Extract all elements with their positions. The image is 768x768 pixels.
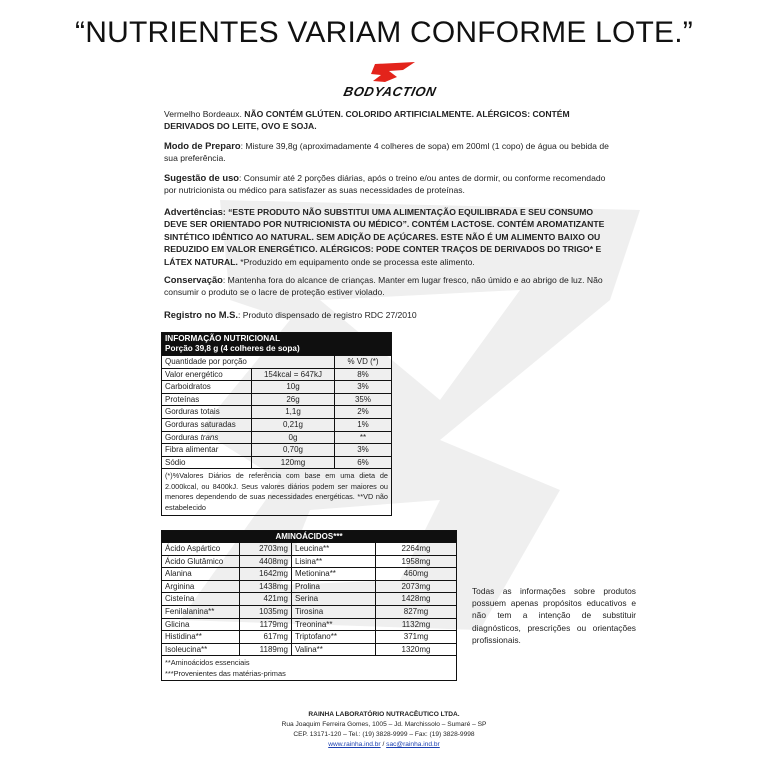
amino-name: Serina: [292, 593, 376, 605]
amino-footnotes: [162, 655, 456, 680]
table-row: [162, 643, 456, 656]
amino-acids-table: [161, 530, 457, 681]
amino-name: Cisteína: [162, 593, 240, 605]
amino-value: 1438mg: [240, 581, 292, 593]
amino-footnote-essential: **Aminoácidos essenciais: [165, 658, 250, 668]
nutrient-amount: 0,70g: [252, 444, 335, 456]
conservacao-text: : Mantenha fora do alcance de crianças. Manter em lugar fresco, não úmido e ao abrigo de luz. Não consumir o produto se o lacre de proteção estiver violado.: [164, 275, 603, 298]
registro-label: Registro no M.S.: [164, 309, 238, 320]
amino-value: 1179mg: [240, 619, 292, 631]
amino-footnote-source: ***Provenientes das matérias-primas: [165, 669, 286, 679]
disclaimer-note: Todas as informações sobre produtos possuem apenas propósitos educativos e não tem a intenção de substituir diagnósticos, prescrições ou orientações profissionais.: [472, 586, 636, 645]
amino-value: 1132mg: [401, 619, 431, 629]
intro-text: Vermelho Bordeaux.: [164, 109, 245, 119]
table-row: [162, 443, 391, 456]
table-row: [162, 618, 456, 631]
table-row: [162, 567, 456, 580]
amino-value: 4408mg: [240, 556, 292, 568]
table-row: [162, 592, 456, 605]
conservacao-paragraph: [164, 274, 612, 299]
nutrition-title: INFORMAÇÃO NUTRICIONAL: [165, 334, 281, 343]
nutrient-vd: 8%: [357, 369, 369, 379]
advertencias-warning: : “ESTE PRODUTO NÃO SUBSTITUI UMA ALIMENTAÇÃO EQUILIBRADA E SEU CONSUMO DEVE SER ORIENTADO POR NUTRICIONISTA OU MÉDICO”. CONTÉM LACTOSE. CONTÉM AROMATIZANTE SINTÉTICO IDÊNTICO AO NATURAL. SEM ADIÇÃO DE AÇÚCARES. ESTE NÃO É UM ALIMENTO BAIXO OU REDUZIDO EM VALOR ENERGÉTICO. ALÉRGICOS: PODE CONTER TRAÇOS DE DERIVADOS DO TRIGO* E LÁTEX NATURAL.: [164, 207, 605, 267]
amino-value: 2073mg: [401, 581, 431, 591]
table-row: [162, 431, 391, 444]
table-row: [162, 555, 456, 568]
sugestao-label: Sugestão de uso: [164, 172, 240, 183]
amino-name: Ácido Aspártico: [162, 543, 240, 555]
amino-value: 1035mg: [240, 606, 292, 618]
sugestao-paragraph: [164, 172, 612, 197]
intro-paragraph: [164, 108, 612, 133]
table-row: [162, 380, 391, 393]
table-row: [162, 393, 391, 406]
amino-value: 1189mg: [240, 644, 292, 656]
nutrition-portion: Porção 39,8 g (4 colheres de sopa): [165, 344, 300, 353]
amino-title: AMINOÁCIDOS***: [162, 531, 456, 542]
nutrient-name: Gorduras saturadas: [162, 419, 252, 431]
amino-value: 460mg: [403, 569, 429, 579]
amino-name: Fenilalanina**: [162, 606, 240, 618]
nutrient-name: Sódio: [162, 457, 252, 469]
amino-name: Tirosina: [292, 606, 376, 618]
footer: [0, 710, 768, 750]
nutrient-vd: 3%: [357, 445, 369, 455]
table-row: [162, 368, 391, 381]
amino-value: 1428mg: [401, 594, 431, 604]
table-row: [162, 405, 391, 418]
amino-value: 2264mg: [401, 544, 431, 553]
amino-name: Alanina: [162, 568, 240, 580]
nutrient-vd: 35%: [354, 394, 371, 404]
advertencias-paragraph: [164, 206, 612, 268]
amino-name: Lisina**: [292, 556, 376, 568]
nutrient-amount: 1,1g: [252, 406, 335, 418]
table-row: [162, 580, 456, 593]
table-row: [162, 630, 456, 643]
nutrient-name: Valor energético: [162, 369, 252, 381]
footer-address: Rua Joaquim Ferreira Gomes, 1005 – Jd. Marchissolo – Sumaré – SP: [281, 721, 487, 728]
footer-contact: CEP. 13171-120 – Tel.: (19) 3828-9999 – Fax: (19) 3828-9998: [293, 731, 475, 738]
amino-name: Valina**: [292, 644, 376, 656]
amino-name: Treonina**: [292, 619, 376, 631]
nutrient-vd: 2%: [357, 407, 369, 417]
nutrient-vd: 1%: [357, 419, 369, 429]
nutrient-name: Gorduras totais: [162, 406, 252, 418]
amino-value: 1320mg: [401, 644, 431, 654]
nutrient-amount: 154kcal = 647kJ: [252, 369, 335, 381]
nutrient-amount: 26g: [252, 394, 335, 406]
advertencias-label: Advertências: [164, 206, 223, 217]
table-row: [162, 542, 456, 555]
amino-value: 1958mg: [401, 556, 431, 566]
nutrition-table: [161, 332, 392, 516]
nutrient-name: Gorduras trans: [162, 432, 252, 444]
nutrition-column-header: [162, 355, 391, 368]
nutrient-vd: 3%: [357, 382, 369, 392]
amino-value: 827mg: [403, 606, 429, 616]
nutrient-name: Proteínas: [162, 394, 252, 406]
brand-name: BODYACTION: [342, 84, 438, 99]
amino-name: Metionina**: [292, 568, 376, 580]
amino-name: Prolina: [292, 581, 376, 593]
sugestao-text: : Consumir até 2 porções diárias, após o treino e/ou antes de dormir, ou conforme recomendado por nutricionista ou médico para satisfazer as suas necessidades de proteínas.: [164, 173, 606, 196]
amino-name: Arginina: [162, 581, 240, 593]
advertencias-note: *Produzido em equipamento onde se processa este alimento.: [237, 256, 475, 267]
nutrient-amount: 0,21g: [252, 419, 335, 431]
amino-name: Histidina**: [162, 631, 240, 643]
nutrient-amount: 10g: [252, 381, 335, 393]
preparo-paragraph: [164, 140, 612, 165]
amino-value: 371mg: [403, 632, 429, 642]
email-link[interactable]: sac@rainha.ind.br: [386, 741, 440, 748]
conservacao-label: Conservação: [164, 274, 223, 285]
nutrient-name: Fibra alimentar: [162, 444, 252, 456]
amino-name: Triptofano**: [292, 631, 376, 643]
amino-value: 1642mg: [240, 568, 292, 580]
nutrient-vd: 6%: [357, 457, 369, 467]
header-vd: % VD (*): [347, 357, 379, 366]
header-quantity: Quantidade por porção: [162, 356, 335, 368]
nutrient-amount: 120mg: [252, 457, 335, 469]
footer-company: RAINHA LABORATÓRIO NUTRACÊUTICO LTDA.: [308, 711, 460, 718]
nutrient-amount: 0g: [252, 432, 335, 444]
nutrient-name: Carboidratos: [162, 381, 252, 393]
amino-value: 617mg: [240, 631, 292, 643]
amino-name: Glicina: [162, 619, 240, 631]
amino-name: Ácido Glutâmico: [162, 556, 240, 568]
website-link[interactable]: www.rainha.ind.br: [328, 741, 381, 748]
preparo-text: : Misture 39,8g (aproximadamente 4 colheres de sopa) em 200ml (1 copo) de água ou bebida de sua preferência.: [164, 141, 609, 164]
nutrition-table-header: [162, 333, 391, 355]
table-row: [162, 605, 456, 618]
registro-paragraph: [164, 309, 612, 321]
preparo-label: Modo de Preparo: [164, 140, 241, 151]
page-title: “NUTRIENTES VARIAM CONFORME LOTE.”: [75, 16, 693, 49]
intro-warning: NÃO CONTÉM GLÚTEN. COLORIDO ARTIFICIALMENTE. ALÉRGICOS: CONTÉM DERIVADOS DO LEITE, OVO E SOJA.: [164, 109, 570, 132]
amino-name: Isoleucina**: [162, 644, 240, 656]
footer-separator: /: [380, 741, 387, 748]
registro-text: : Produto dispensado de registro RDC 27/2010: [237, 310, 417, 320]
nutrition-footnote: (*)%Valores Diários de referência com base em uma dieta de 2.000kcal, ou 8400kJ. Seus valores diários podem ser maiores ou menores dependendo de suas necessidades energéticas. **VD não estabelecido: [162, 468, 391, 515]
amino-name: Leucina**: [292, 543, 376, 555]
table-row: [162, 418, 391, 431]
table-row: [162, 456, 391, 469]
nutrient-vd: **: [359, 432, 367, 442]
amino-value: 2703mg: [240, 543, 292, 555]
amino-value: 421mg: [240, 593, 292, 605]
